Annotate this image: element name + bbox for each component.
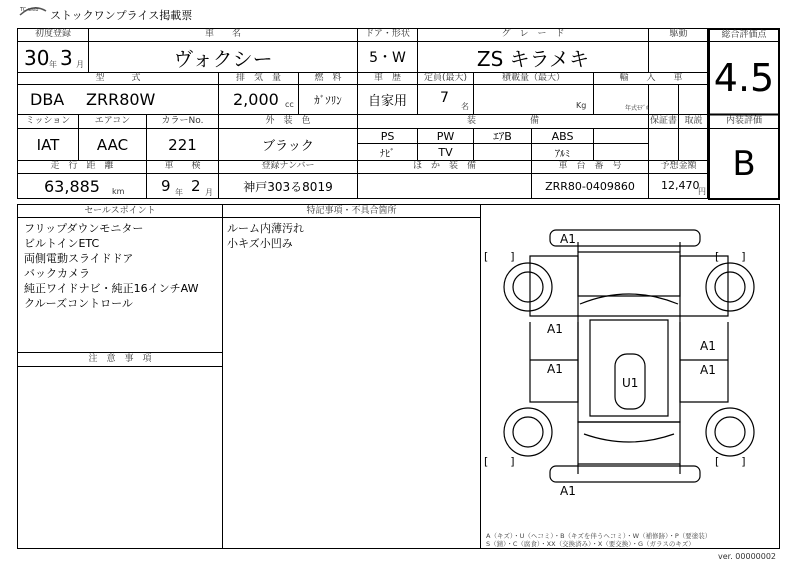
list-item: クルーズコントロール	[24, 297, 133, 310]
header-notes: 注 意 事 項	[88, 354, 152, 364]
header-sales-points: セールスポイント	[84, 206, 156, 216]
mission-value: IAT	[36, 135, 60, 154]
mark-roof: U1	[622, 376, 639, 390]
header-door-shape: ドア・形状	[365, 29, 410, 39]
model-prefix-value: DBA	[30, 90, 65, 109]
header-warranty: 保証書	[649, 116, 677, 126]
header-mission: ミッション	[25, 116, 71, 126]
header-fuel: 燃 料	[314, 73, 342, 83]
equip-navi: ﾅﾋﾞ	[380, 148, 395, 160]
header-plate: 登録ナンバー	[261, 161, 315, 171]
first-reg-value: 30 年 3 月	[24, 46, 84, 70]
import-model-label: 年式ﾓﾃﾞﾙ	[625, 105, 650, 112]
header-car-name: 車 名	[204, 29, 241, 39]
header-model: 型 式	[95, 73, 141, 83]
mark-right-front: A1	[700, 339, 716, 353]
bracket-right-top: [ ]	[715, 250, 746, 263]
equip-pw: PW	[436, 129, 455, 143]
grade-value: ZS キラメキ	[476, 46, 590, 71]
list-item: ビルトインETC	[24, 237, 100, 250]
mark-right-rear: A1	[700, 363, 716, 377]
bracket-left-bottom: [ ]	[484, 455, 515, 468]
plate-value: 神戸303る8019	[243, 179, 333, 194]
aircon-value: AAC	[96, 135, 129, 154]
equip-tv: TV	[438, 145, 453, 159]
list-item: 純正ワイドナビ・純正16インチAW	[24, 282, 199, 295]
header-mileage: 走 行 距 離	[50, 161, 114, 171]
equip-airbag: ｴｱB	[493, 130, 512, 143]
price-value: 12,470 円	[661, 179, 706, 196]
header-ext-color: 外 装 色	[265, 116, 311, 126]
displacement-value: 2,000 cc	[233, 90, 294, 109]
header-grade: グ レ ー ド	[501, 29, 565, 39]
header-manual: 取説	[684, 116, 703, 126]
ext-color-value: ブラック	[262, 139, 314, 154]
header-import: 輸 入 車	[619, 73, 683, 83]
interior-score-value: B	[732, 144, 756, 184]
load-unit: Kg	[576, 101, 587, 110]
remarks-list	[227, 221, 304, 251]
header-inspection: 車 検	[164, 161, 201, 171]
equip-abs: ABS	[551, 129, 574, 143]
header-first-reg: 初度登録	[34, 29, 71, 39]
header-chassis: 車 台 番 号	[558, 161, 622, 171]
header-total-score: 総合評価点	[721, 30, 767, 40]
equip-ps: PS	[380, 129, 395, 143]
header-interior-score: 内装評価	[725, 116, 762, 126]
list-item: 両側電動スライドドア	[24, 252, 134, 265]
header-other-equip: ほ か 装 備	[412, 161, 476, 171]
list-item: バックカメラ	[24, 267, 90, 280]
mark-front-bumper: A1	[560, 232, 576, 246]
color-no-value: 221	[168, 135, 197, 154]
door-shape-value: 5・W	[369, 50, 406, 66]
header-aircon: エアコン	[94, 116, 131, 126]
header-history: 車 歴	[373, 73, 401, 83]
model-value: ZRR80W	[86, 90, 156, 109]
header-est-price: 予想金額	[660, 161, 697, 171]
header-capacity: 定員(最大)	[423, 73, 468, 83]
header-color-no: カラーNo.	[161, 116, 204, 126]
logo: TC-web	[18, 4, 48, 18]
bracket-left-top: [ ]	[484, 250, 515, 263]
chassis-value: ZRR80-0409860	[545, 179, 635, 193]
header-load: 積載量（最大）	[501, 73, 565, 83]
version-label: ver. 00000002	[718, 552, 777, 561]
inspection-value: 9 年 2 月	[161, 177, 213, 197]
total-score-value: 4.5	[713, 56, 775, 100]
list-item: フリップダウンモニター	[24, 222, 144, 235]
equip-alloy: ｱﾙﾐ	[555, 148, 570, 160]
header-equipment: 装 備	[466, 116, 539, 126]
car-name-value: ヴォクシー	[173, 46, 273, 71]
history-value: 自家用	[367, 94, 407, 109]
header-drive: 駆動	[669, 29, 688, 39]
mark-hood: A1	[547, 322, 563, 336]
header-remarks: 特記事項・不具合箇所	[306, 206, 397, 216]
mark-left-front: A1	[547, 362, 563, 376]
bracket-right-bottom: [ ]	[715, 455, 746, 468]
document-title: ストックワンプライス掲載票	[50, 9, 193, 22]
capacity-value: 7 名	[440, 90, 469, 111]
mark-rear-bumper: A1	[560, 484, 576, 498]
list-item: 小キズ小凹み	[227, 237, 293, 250]
legend-line2: S（錆）・C（腐食）・XX（交換済み）・X（要交換）・G（ガラスのキズ）	[486, 540, 695, 548]
mileage-value: 63,885 km	[44, 177, 125, 196]
legend-line1: A（キズ）・U（ヘコミ）・B（キズを伴うヘコミ）・W（補修跡）・P（要塗装）	[486, 532, 712, 540]
sales-points-list	[24, 221, 198, 311]
header-displacement: 排 気 量	[235, 73, 281, 83]
list-item: ルーム内薄汚れ	[227, 222, 304, 235]
fuel-value: ｶﾞｿﾘﾝ	[314, 93, 342, 107]
